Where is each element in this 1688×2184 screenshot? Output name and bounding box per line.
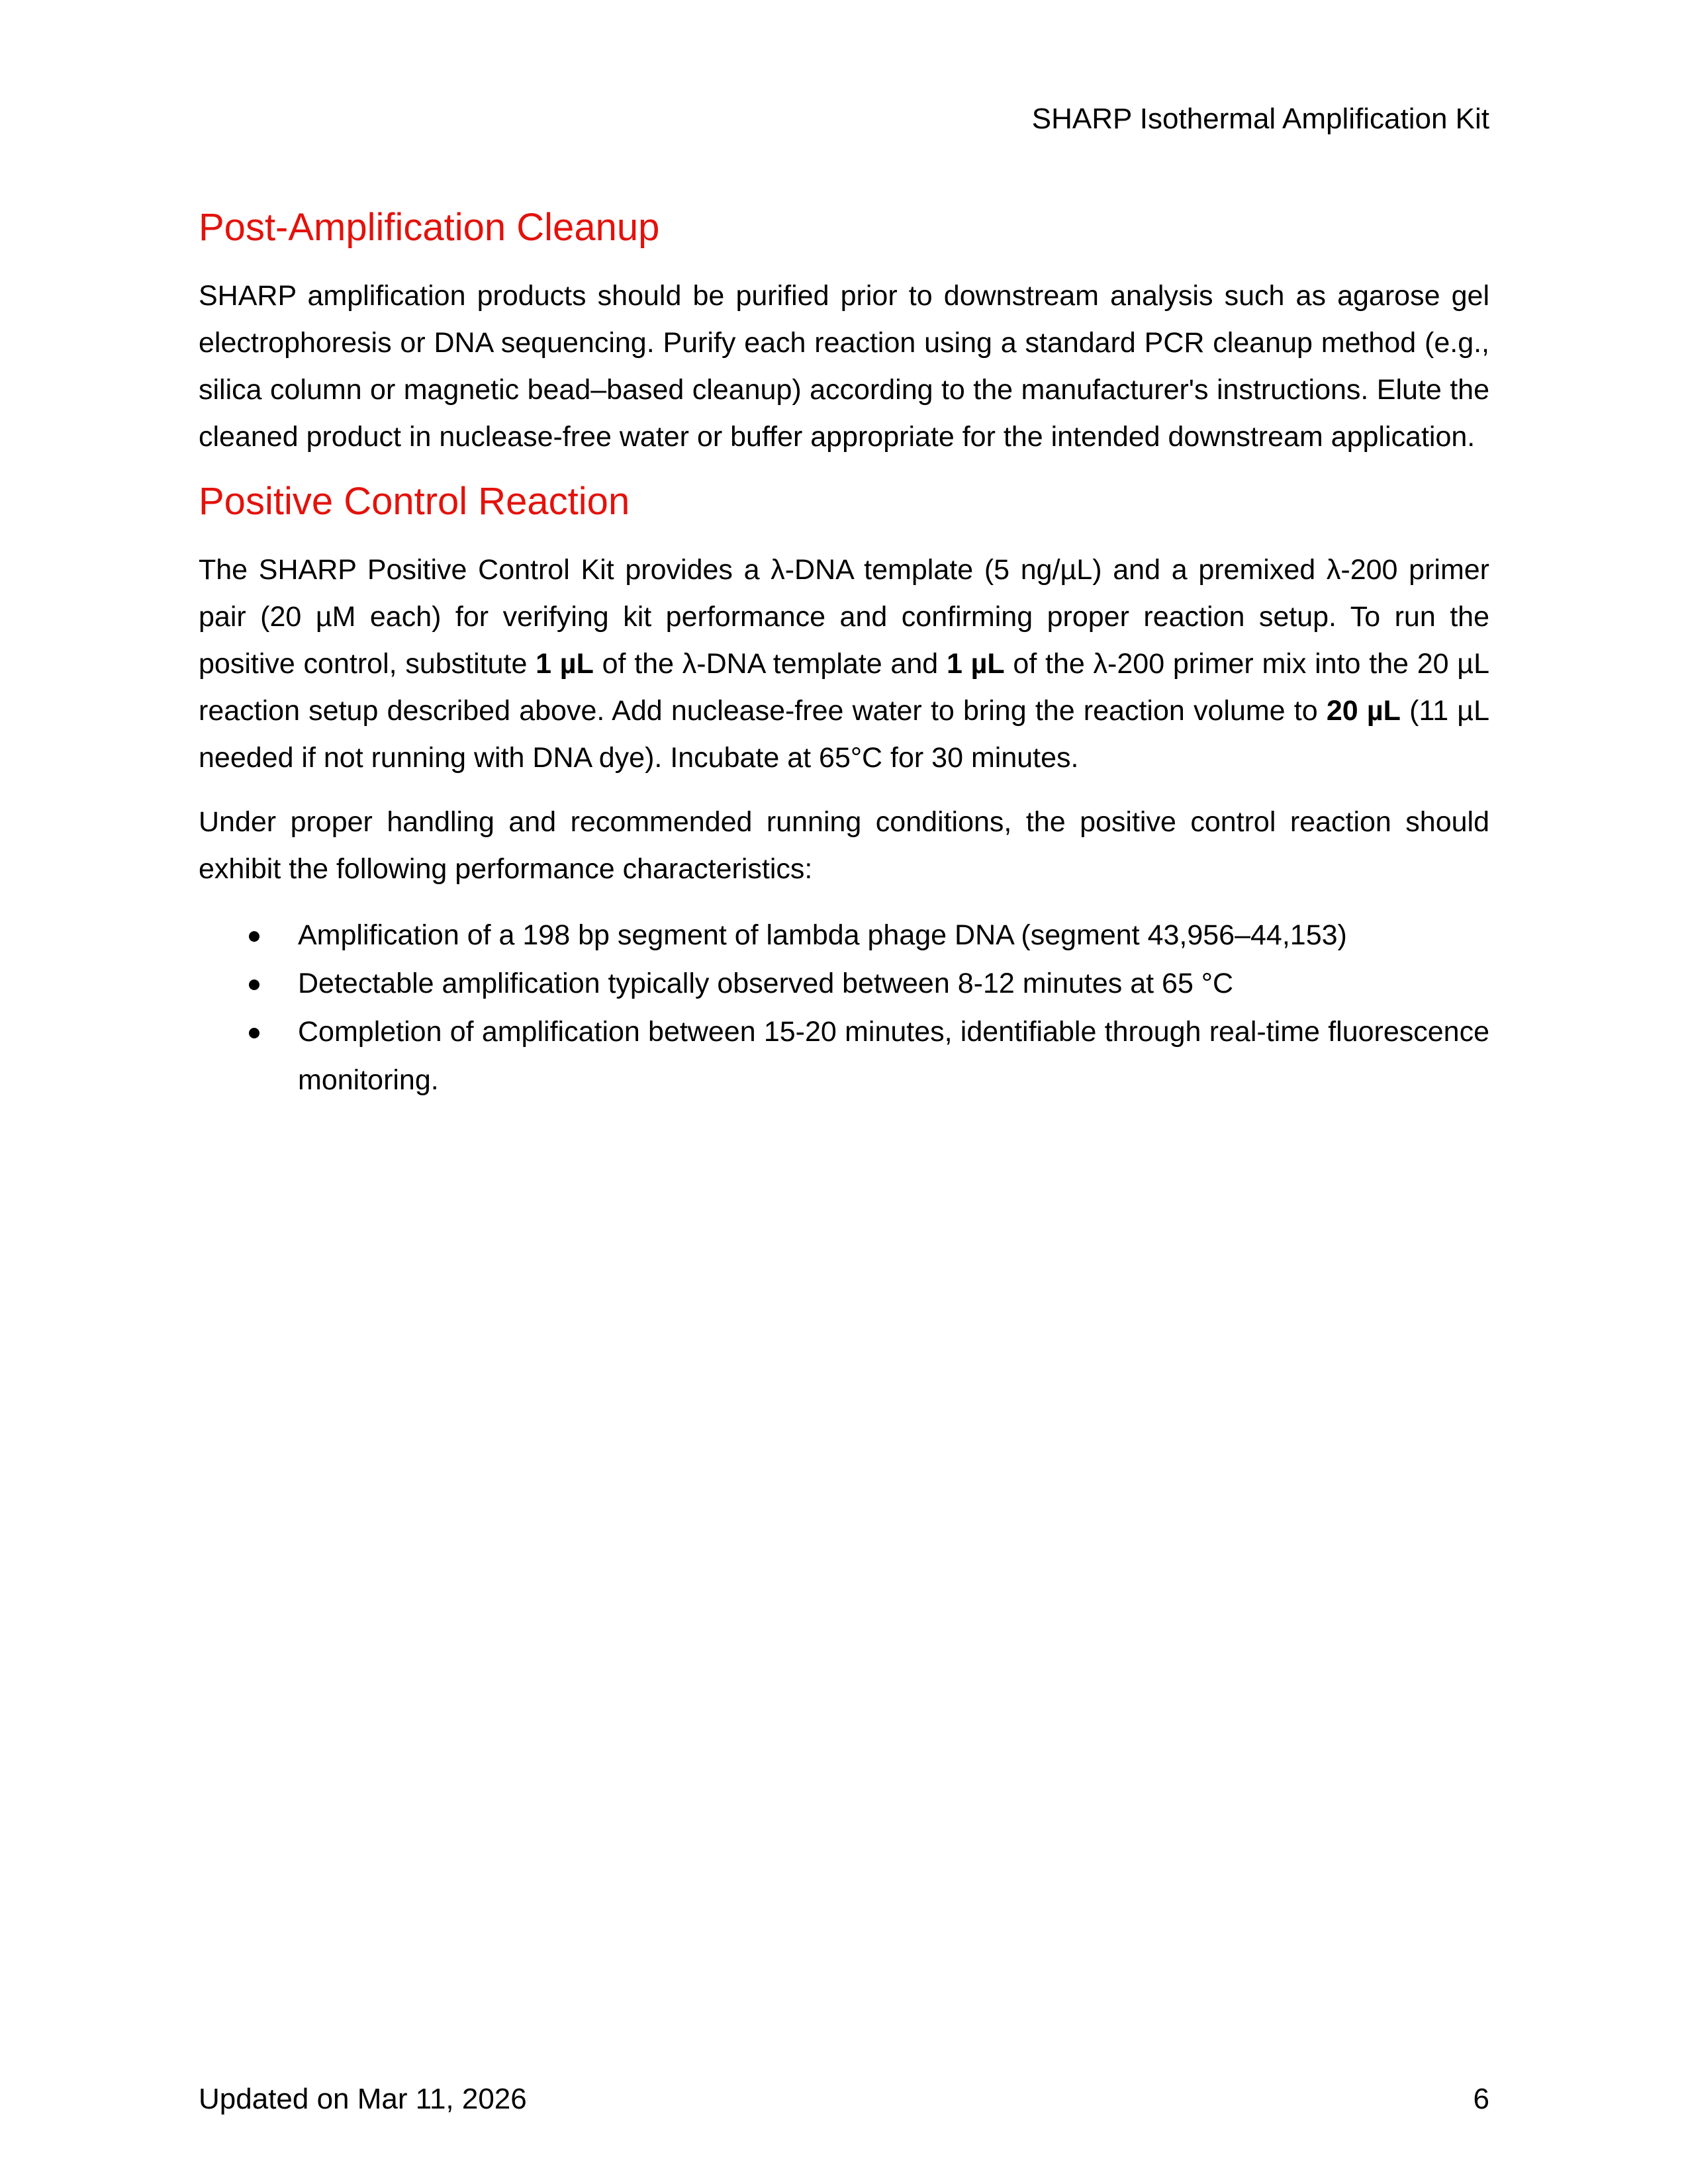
running-header: SHARP Isothermal Amplification Kit xyxy=(1031,103,1489,135)
positive-control-paragraph xyxy=(199,547,1489,782)
text-run: (11 µL needed if not running with DNA dye). Incubate at 65°C for 30 minutes. xyxy=(199,695,1490,774)
performance-list xyxy=(199,911,1489,1105)
bold-volume: 1 µL xyxy=(536,648,594,680)
bullet-icon xyxy=(249,931,259,942)
list-item-text: Amplification of a 198 bp segment of lambda phage DNA (segment 43,956–44,153) xyxy=(298,919,1347,951)
performance-intro-paragraph: Under proper handling and recommended running conditions, the positive control reaction should exhibit the following performance characteristics: xyxy=(199,806,1489,885)
text-run: The SHARP Positive Control Kit provides a λ-DNA template (5 ng/µL) and a premixed λ-200 primer pair (20 µM each) for verifying kit performance and confirming proper reaction setup. To run the positive control, substitute xyxy=(199,554,1489,680)
list-item xyxy=(199,911,1489,960)
bullet-icon xyxy=(249,1028,259,1038)
section-heading-positive-control: Positive Control Reaction xyxy=(199,480,630,523)
bullet-icon xyxy=(249,979,259,990)
list-item xyxy=(199,1008,1489,1105)
text-run: of the λ-200 primer mix into the 20 µL reaction setup described above. Add nuclease-free water to bring the reaction volume to xyxy=(199,648,1489,727)
text-run: of the λ-DNA template and xyxy=(593,648,947,680)
page-content xyxy=(199,196,1489,1105)
list-item-text: Detectable amplification typically observed between 8-12 minutes at 65 °C xyxy=(298,968,1234,999)
section-heading-post-amplification-cleanup: Post-Amplification Cleanup xyxy=(199,206,660,249)
bold-volume: 20 µL xyxy=(1326,695,1401,727)
list-item xyxy=(199,960,1489,1008)
footer-page-number: 6 xyxy=(1473,2083,1489,2115)
cleanup-paragraph: SHARP amplification products should be purified prior to downstream analysis such as agarose gel electrophoresis or DNA sequencing. Purify each reaction using a standard PCR cleanup method (e.g., silica column or magnetic bead–based cleanup) according to the manufacturer's instructions. Elute the cleaned product in nuclease-free water or buffer appropriate for the intended downstream application. xyxy=(199,280,1489,453)
list-item-text: Completion of amplification between 15-20 minutes, identifiable through real-time fluorescence monitoring. xyxy=(298,1016,1489,1096)
bold-volume: 1 µL xyxy=(946,648,1005,680)
footer-updated-date: Updated on Mar 11, 2026 xyxy=(199,2083,527,2115)
